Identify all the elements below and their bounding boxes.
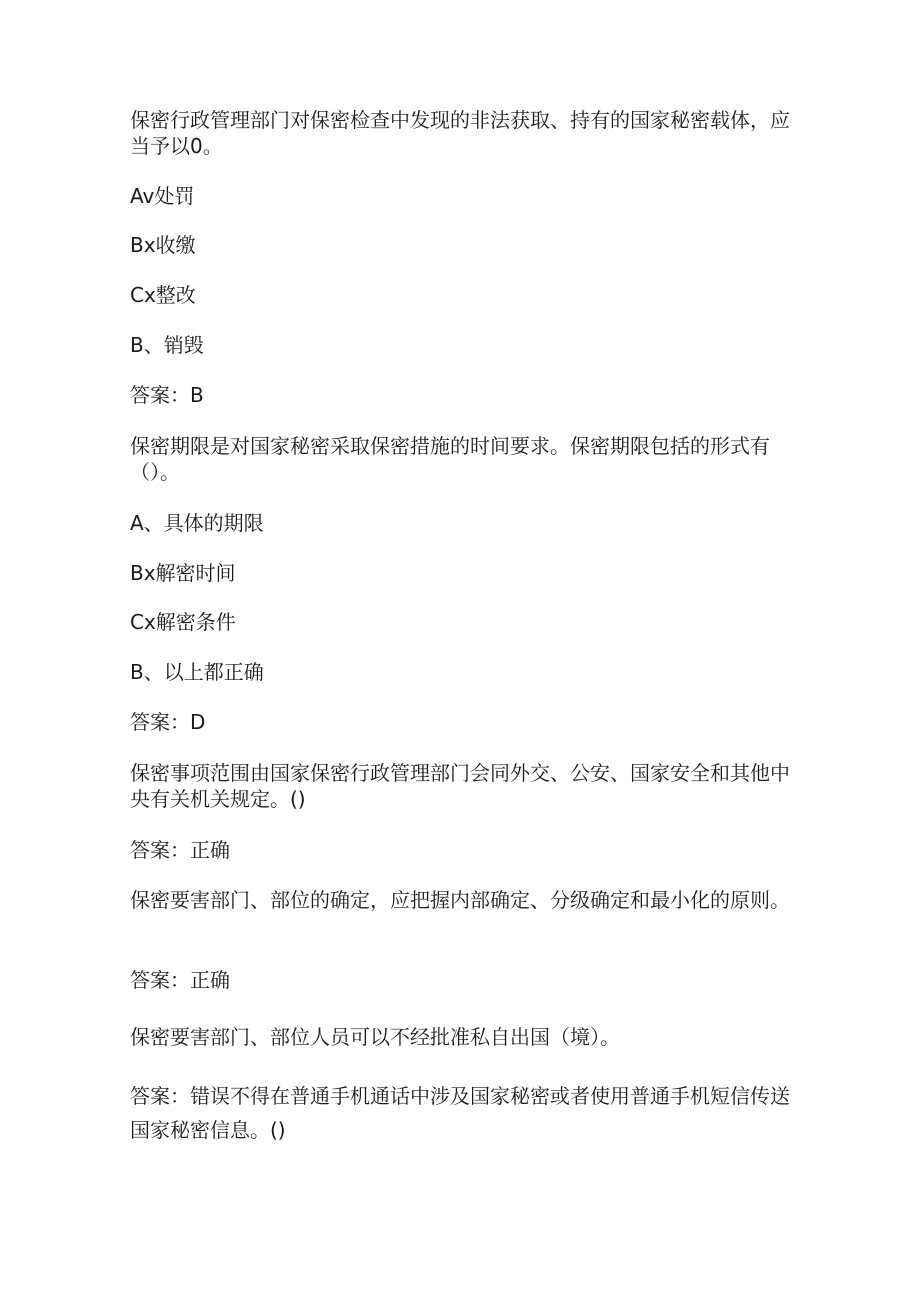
question-4-stem: 保密要害部门、部位的确定，应把握内部确定、分级确定和最小化的原则。	[130, 888, 790, 912]
question-2-answer: 答案：D	[130, 710, 206, 734]
question-1-answer: 答案：B	[130, 383, 204, 407]
question-5-stem: 保密要害部门、部位人员可以不经批准私自出国（境）。	[130, 1025, 620, 1049]
question-2-option-b: Bx解密时间	[130, 561, 236, 585]
question-1-option-c: Cx整改	[130, 283, 196, 307]
question-2-option-c: Cx解密条件	[130, 610, 236, 634]
question-5-answer: 答案：错误不得在普通手机通话中涉及国家秘密或者使用普通手机短信传送国家秘密信息。()	[130, 1084, 790, 1142]
question-2-stem: 保密期限是对国家秘密采取保密措施的时间要求。保密期限包括的形式有（）。	[130, 434, 770, 484]
question-3-answer: 答案：正确	[130, 838, 230, 862]
question-1-stem: 保密行政管理部门对保密检查中发现的非法获取、持有的国家秘密载体，应当予以0。	[130, 108, 790, 158]
question-1-option-b: Bx收缴	[130, 233, 196, 257]
question-1-option-a: Av处罚	[130, 184, 195, 208]
question-3-stem: 保密事项范围由国家保密行政管理部门会同外交、公安、国家安全和其他中央有关机关规定。()	[130, 761, 790, 811]
question-1-option-d: B、销毁	[130, 333, 204, 357]
question-4-answer: 答案：正确	[130, 968, 230, 992]
question-2-option-a: A、具体的期限	[130, 511, 264, 535]
question-2-option-d: B、以上都正确	[130, 660, 264, 684]
